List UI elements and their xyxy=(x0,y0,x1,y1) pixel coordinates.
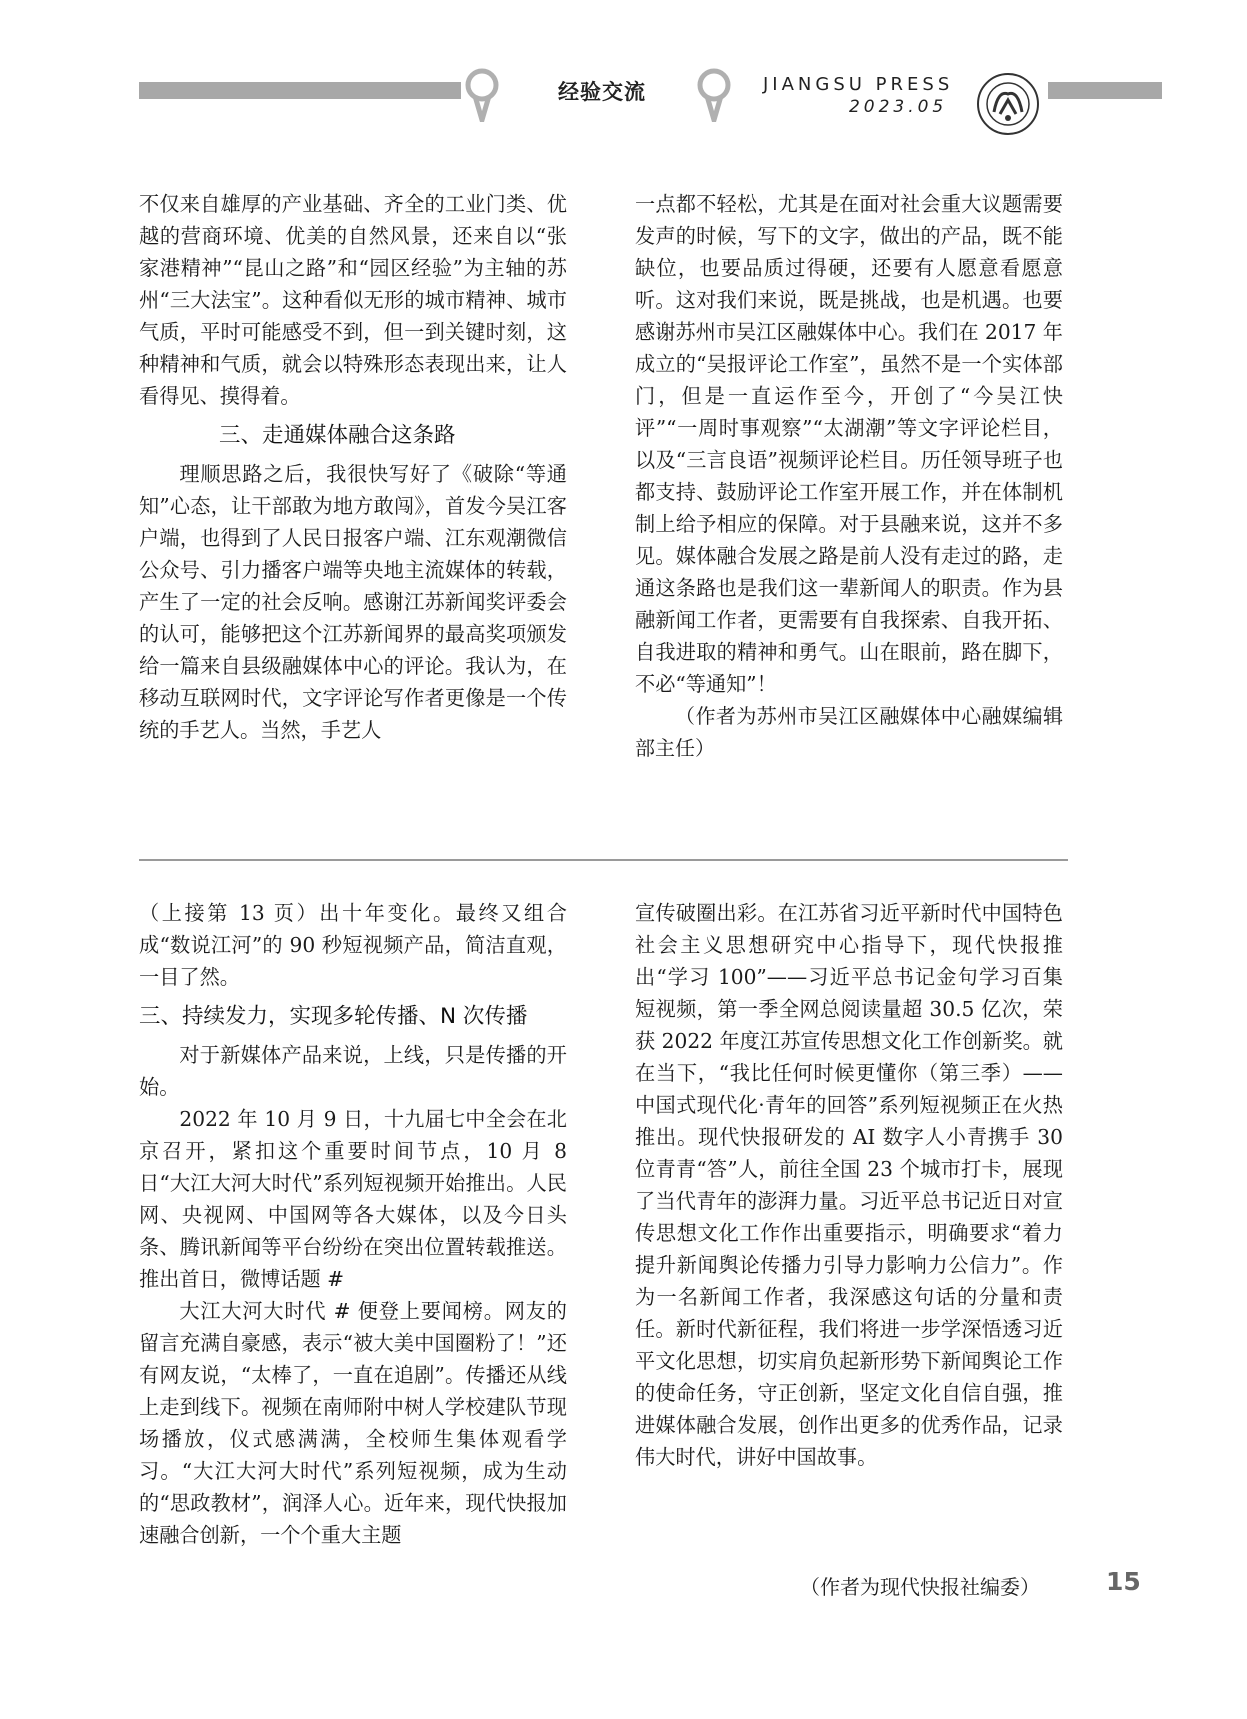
paragraph: 不仅来自雄厚的产业基础、齐全的工业门类、优越的营商环境、优美的自然风景，还来自以“张家港精神”“昆山之路”和“园区经验”为主轴的苏州“三大法宝”。这种看似无形的城市精神、城市气质，平时可能感受不到，但一到关键时刻，这种精神和气质，就会以特殊形态表现出来，让人看得见、摸得着。 xyxy=(139,192,567,408)
header-bar-right xyxy=(1048,82,1162,99)
journal-name: JIANGSU PRESS xyxy=(763,74,954,95)
top-left-column xyxy=(139,188,567,746)
paragraph: （上接第 13 页）出十年变化。最终又组合成“数说江河”的 90 秒短视频产品，简洁直观，一目了然。 xyxy=(139,901,567,989)
bottom-right-column xyxy=(635,897,1063,1473)
paragraph: 宣传破圈出彩。在江苏省习近平新时代中国特色社会主义思想研究中心指导下，现代快报推出“学习 100”——习近平总书记金句学习百集短视频，第一季全网总阅读量超 30.5 亿次，荣获 2022 年度江苏宣传思想文化工作创新奖。就在当下，“我比任何时候更懂你（第三季）——中国式现代化·青年的回答”系列短视频正在火热推出。现代快报研发的 AI 数字人小青携手 30 位青青“答”人，前往全国 23 个城市打卡，展现了当代青年的澎湃力量。习近平总书记近日对宣传思想文化工作作出重要指示，明确要求“着力提升新闻舆论传播力引导力影响力公信力”。作为一名新闻工作者，我深感这句话的分量和责任。新时代新征程，我们将进一步学深悟透习近平文化思想，切实肩负起新形势下新闻舆论工作的使命任务，守正创新，坚定文化自信自强，推进媒体融合发展，创作出更多的优秀作品，记录伟大时代，讲好中国故事。 xyxy=(635,901,1063,1469)
author-byline: （作者为苏州市吴江区融媒体中心融媒编辑部主任） xyxy=(635,704,1063,760)
paragraph: 理顺思路之后，我很快写好了《破除“等通知”心态，让干部敢为地方敢闯》，首发今吴江客户端，也得到了人民日报客户端、江东观潮微信公众号、引力播客户端等央地主流媒体的转载，产生了一定的社会反响。感谢江苏新闻奖评委会的认可，能够把这个江苏新闻界的最高奖项颁发给一篇来自县级融媒体中心的评论。我认为，在移动互联网时代，文字评论写作者更像是一个传统的手艺人。当然，手艺人 xyxy=(139,462,567,742)
paragraph: 2022 年 10 月 9 日，十九届七中全会在北京召开，紧扣这个重要时间节点，10 月 8 日“大江大河大时代”系列短视频开始推出。人民网、央视网、中国网等各大媒体，以及今日头条、腾讯新闻等平台纷纷在突出位置转载推送。推出首日，微博话题 # xyxy=(139,1107,567,1291)
section-heading: 三、持续发力，实现多轮传播、N 次传播 xyxy=(139,1004,528,1029)
journal-brand xyxy=(763,74,953,118)
location-pin-icon xyxy=(462,66,502,122)
paragraph: 对于新媒体产品来说，上线，只是传播的开始。 xyxy=(139,1043,567,1099)
author-byline: （作者为现代快报社编委） xyxy=(800,1575,1040,1599)
section-heading: 三、走通媒体融合这条路 xyxy=(219,423,456,448)
article-divider xyxy=(139,859,1068,861)
paragraph: 大江大河大时代 # 便登上要闻榜。网友的留言充满自豪感，表示“被大美中国圈粉了！”还有网友说，“太棒了，一直在追剧”。传播还从线上走到线下。视频在南师附中树人学校建队节现场播放，仪式感满满，全校师生集体观看学习。“大江大河大时代”系列短视频，成为生动的“思政教材”，润泽人心。近年来，现代快报加速融合创新，一个个重大主题 xyxy=(139,1299,567,1547)
top-right-column xyxy=(635,188,1063,764)
section-title: 经验交流 xyxy=(558,80,646,104)
location-pin-icon xyxy=(694,66,734,122)
seal-logo xyxy=(976,72,1040,136)
page-number: 15 xyxy=(1106,1567,1141,1596)
bottom-left-column xyxy=(139,897,567,1551)
issue-date: 2023.05 xyxy=(848,97,948,117)
paragraph: 一点都不轻松，尤其是在面对社会重大议题需要发声的时候，写下的文字，做出的产品，既不能缺位，也要品质过得硬，还要有人愿意看愿意听。这对我们来说，既是挑战，也是机遇。也要感谢苏州市吴江区融媒体中心。我们在 2017 年成立的“吴报评论工作室”，虽然不是一个实体部门，但是一直运作至今，开创了“今吴江快评”“一周时事观察”“太湖潮”等文字评论栏目，以及“三言良语”视频评论栏目。历任领导班子也都支持、鼓励评论工作室开展工作，并在体制机制上给予相应的保障。对于县融来说，这并不多见。媒体融合发展之路是前人没有走过的路，走通这条路也是我们这一辈新闻人的职责。作为县融新闻工作者，更需要有自我探索、自我开拓、自我进取的精神和勇气。山在眼前，路在脚下，不必“等通知”！ xyxy=(635,192,1063,696)
header-bar-left xyxy=(139,82,461,99)
